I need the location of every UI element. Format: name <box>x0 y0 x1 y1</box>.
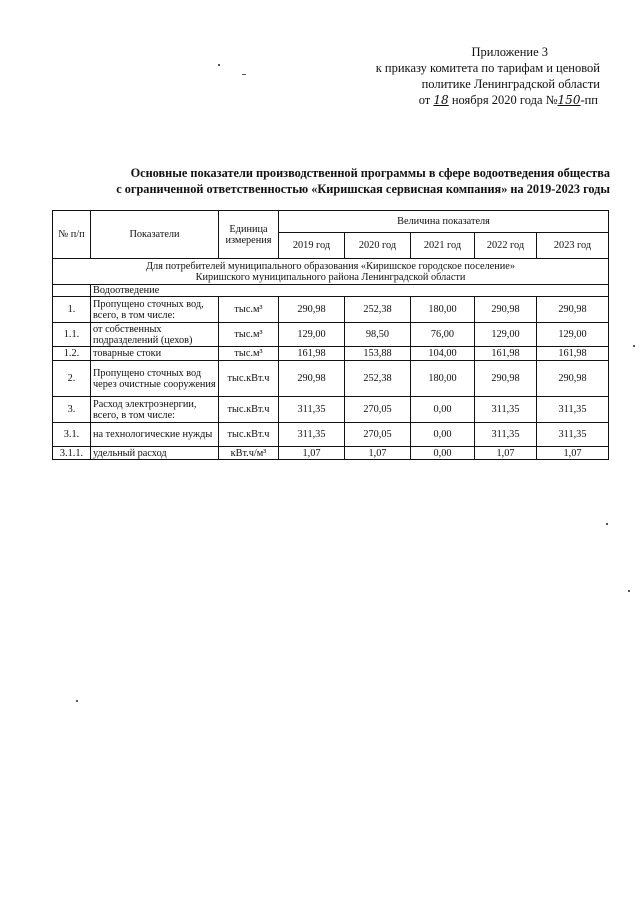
row-name: удельный расход <box>91 447 219 460</box>
row-value: 290,98 <box>279 297 345 323</box>
row-num: 3.1.1. <box>53 447 91 460</box>
row-num: 1. <box>53 297 91 323</box>
appendix-title: Приложение 3 <box>471 45 548 59</box>
section-line-2: Киришского муниципального района Ленинградской области <box>195 271 466 283</box>
document-title <box>70 165 610 197</box>
row-num: 1.2. <box>53 347 91 361</box>
row-unit: тыс.кВт.ч <box>219 423 279 447</box>
header-value-group: Величина показателя <box>279 211 609 233</box>
row-value: 161,98 <box>475 347 537 361</box>
scan-speck <box>633 345 635 347</box>
row-num: 3. <box>53 397 91 423</box>
table-row <box>53 323 609 347</box>
row-value: 290,98 <box>279 361 345 397</box>
header-year: 2022 год <box>475 233 537 259</box>
row-value: 1,07 <box>279 447 345 460</box>
table-row <box>53 297 609 323</box>
row-unit: тыс.м³ <box>219 347 279 361</box>
header-year: 2019 год <box>279 233 345 259</box>
table-row <box>53 397 609 423</box>
row-unit: тыс.м³ <box>219 323 279 347</box>
row-value: 311,35 <box>475 423 537 447</box>
row-value: 311,35 <box>279 397 345 423</box>
row-value: 98,50 <box>345 323 411 347</box>
table-row <box>53 423 609 447</box>
row-name: от собственных подразделений (цехов) <box>91 323 219 347</box>
header-year: 2020 год <box>345 233 411 259</box>
date-mid: ноября 2020 года № <box>451 93 558 107</box>
order-number: 150 <box>557 93 581 107</box>
row-value: 180,00 <box>411 361 475 397</box>
header-year: 2021 год <box>411 233 475 259</box>
section-row <box>53 259 609 285</box>
row-value: 311,35 <box>537 423 609 447</box>
table-row <box>53 447 609 460</box>
row-unit: кВт.ч/м³ <box>219 447 279 460</box>
table-row <box>53 347 609 361</box>
row-value: 0,00 <box>411 423 475 447</box>
subsection-label: Водоотведение <box>91 285 609 297</box>
row-unit: тыс.м³ <box>219 297 279 323</box>
row-value: 0,00 <box>411 447 475 460</box>
appendix-order-ref: к приказу комитета по тарифам и ценовой <box>375 61 600 75</box>
row-value: 0,00 <box>411 397 475 423</box>
row-value: 252,38 <box>345 297 411 323</box>
indicators-table <box>52 210 609 460</box>
section-line-1: Для потребителей муниципального образования «Киришское городское поселение» <box>146 260 515 272</box>
row-value: 252,38 <box>345 361 411 397</box>
title-line-2: с ограниченной ответственностью «Киришская сервисная компания» на 2019-2023 годы <box>116 182 610 196</box>
date-day: 18 <box>433 93 449 107</box>
appendix-committee: политике Ленинградской области <box>421 77 600 91</box>
row-value: 104,00 <box>411 347 475 361</box>
row-num: 3.1. <box>53 423 91 447</box>
row-name: Пропущено сточных вод через очистные сооружения <box>91 361 219 397</box>
table-row <box>53 361 609 397</box>
row-name: на технологические нужды <box>91 423 219 447</box>
row-num: 1.1. <box>53 323 91 347</box>
row-value: 180,00 <box>411 297 475 323</box>
row-name: Расход электроэнергии, всего, в том числе: <box>91 397 219 423</box>
scan-speck <box>76 700 78 702</box>
row-value: 311,35 <box>537 397 609 423</box>
row-value: 1,07 <box>345 447 411 460</box>
row-name: товарные стоки <box>91 347 219 361</box>
row-value: 311,35 <box>475 397 537 423</box>
row-value: 129,00 <box>279 323 345 347</box>
row-value: 153,88 <box>345 347 411 361</box>
row-value: 290,98 <box>475 297 537 323</box>
row-unit: тыс.кВт.ч <box>219 397 279 423</box>
row-value: 161,98 <box>537 347 609 361</box>
scan-speck <box>242 74 246 75</box>
header-unit: Единица измерения <box>219 211 279 259</box>
row-num: 2. <box>53 361 91 397</box>
header-year: 2023 год <box>537 233 609 259</box>
row-unit: тыс.кВт.ч <box>219 361 279 397</box>
row-value: 129,00 <box>475 323 537 347</box>
row-value: 290,98 <box>537 361 609 397</box>
appendix-date-line <box>360 92 600 108</box>
appendix-block <box>360 44 600 108</box>
title-line-1: Основные показатели производственной программы в сфере водоотведения общества <box>130 166 610 180</box>
row-value: 290,98 <box>537 297 609 323</box>
scan-speck <box>218 64 220 66</box>
scan-speck <box>628 590 630 592</box>
row-value: 161,98 <box>279 347 345 361</box>
row-value: 270,05 <box>345 423 411 447</box>
row-value: 1,07 <box>537 447 609 460</box>
row-value: 1,07 <box>475 447 537 460</box>
row-value: 290,98 <box>475 361 537 397</box>
row-name: Пропущено сточных вод, всего, в том числе: <box>91 297 219 323</box>
order-suffix: -пп <box>580 93 598 107</box>
subsection-num-cell <box>53 285 91 297</box>
row-value: 270,05 <box>345 397 411 423</box>
scan-speck <box>606 523 608 525</box>
row-value: 311,35 <box>279 423 345 447</box>
row-value: 129,00 <box>537 323 609 347</box>
date-prefix: от <box>418 93 431 107</box>
header-num: № п/п <box>53 211 91 259</box>
row-value: 76,00 <box>411 323 475 347</box>
header-indicator: Показатели <box>91 211 219 259</box>
